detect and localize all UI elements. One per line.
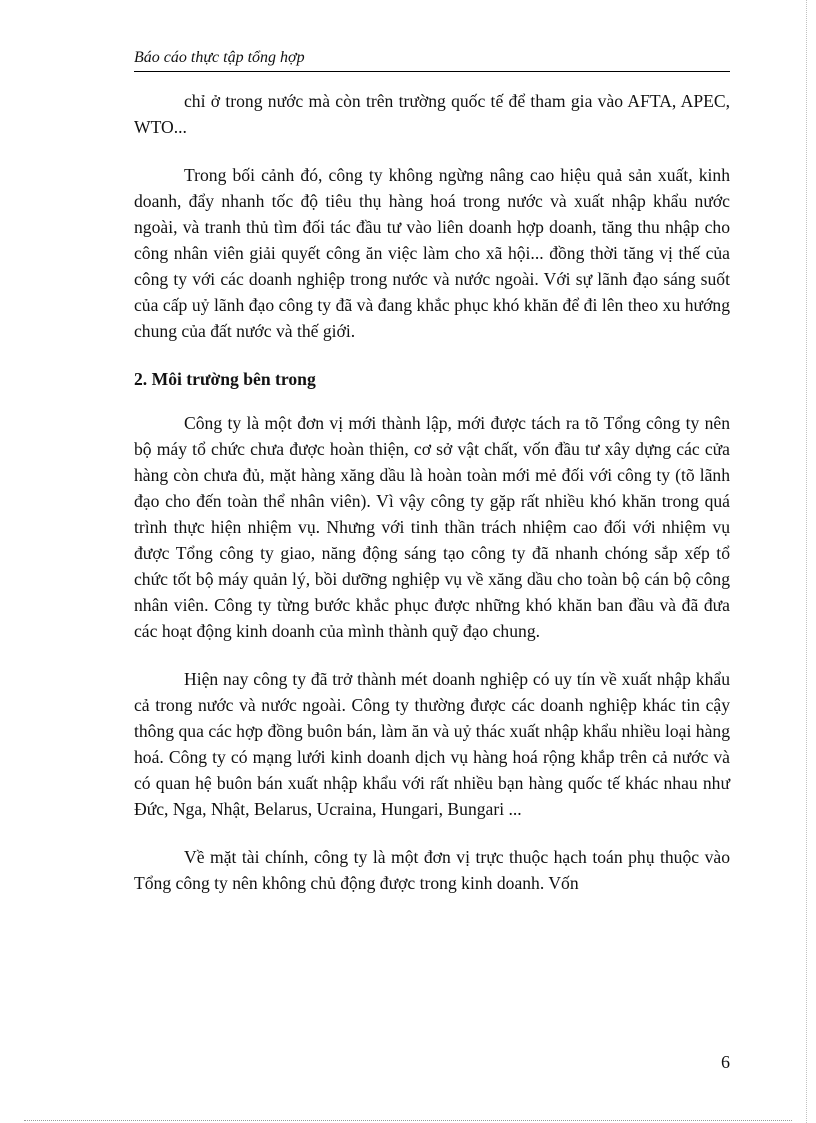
paragraph-reputation: Hiện nay công ty đã trở thành mét doanh nghiệp có uy tín về xuất nhập khẩu cả trong nước và nước ngoài. Công ty thường được các doanh nghiệp khác tin cậy thông qua các hợp đồng buôn bán, làm ăn và uỷ thác xuất nhập khẩu nhiều loại hàng hoá. Công ty có mạng lưới kinh doanh dịch vụ hàng hoá rộng khắp trên cả nước và có quan hệ buôn bán xuất nhập khẩu với rất nhiều bạn hàng quốc tế khác nhau như Đức, Nga, Nhật, Belarus, Ucraina, Hungari, Bungari ... bbox=[134, 669, 730, 819]
paragraph-context: Trong bối cảnh đó, công ty không ngừng nâng cao hiệu quả sản xuất, kinh doanh, đẩy nhanh tốc độ tiêu thụ hàng hoá trong nước và xuất nhập khẩu nước ngoài, và tranh thủ tìm đối tác đầu tư vào liên doanh hợp doanh, tăng thu nhập cho công nhân viên giải quyết công ăn việc làm cho xã hội... đồng thời tăng vị thế của công ty với các doanh nghiệp trong nước và nước ngoài. Với sự lãnh đạo sáng suốt của cấp uỷ lãnh đạo công ty đã và đang khắc phục khó khăn để đi lên theo xu hướng chung của đất nước và thế giới. bbox=[134, 165, 730, 341]
page-header: Báo cáo thực tập tổng hợp bbox=[134, 48, 730, 72]
document-body bbox=[134, 88, 730, 918]
paragraph-internal-environment: Công ty là một đơn vị mới thành lập, mới được tách ra tõ Tổng công ty nên bộ máy tổ chức chưa được hoàn thiện, cơ sở vật chất, vốn đầu tư xây dựng các cửa hàng còn chưa đủ, mặt hàng xăng dầu là hoàn toàn mới mẻ đối với công ty (tõ lãnh đạo cho đến toàn thể nhân viên). Vì vậy công ty gặp rất nhiều khó khăn trong quá trình thực hiện nhiệm vụ. Nhưng với tinh thần trách nhiệm cao đối với nhiệm vụ được Tổng công ty giao, năng động sáng tạo công ty đã nhanh chóng sắp xếp tổ chức tốt bộ máy quản lý, bồi dưỡng nghiệp vụ về xăng dầu cho toàn bộ cán bộ công nhân viên. Công ty từng bước khắc phục được những khó khăn ban đầu và đã đưa các hoạt động kinh doanh của mình thành quỹ đạo chung. bbox=[134, 413, 730, 641]
paragraph-continuation: chỉ ở trong nước mà còn trên trường quốc tế để tham gia vào AFTA, APEC, WTO... bbox=[134, 91, 730, 137]
page-bottom-divider bbox=[24, 1120, 792, 1121]
paragraph-finance: Về mặt tài chính, công ty là một đơn vị trực thuộc hạch toán phụ thuộc vào Tổng công ty nên không chủ động được trong kinh doanh. Vốn bbox=[134, 847, 730, 893]
section-heading: 2. Môi trường bên trong bbox=[134, 369, 316, 389]
page-number: 6 bbox=[721, 1052, 730, 1072]
page-right-border bbox=[806, 0, 807, 1123]
